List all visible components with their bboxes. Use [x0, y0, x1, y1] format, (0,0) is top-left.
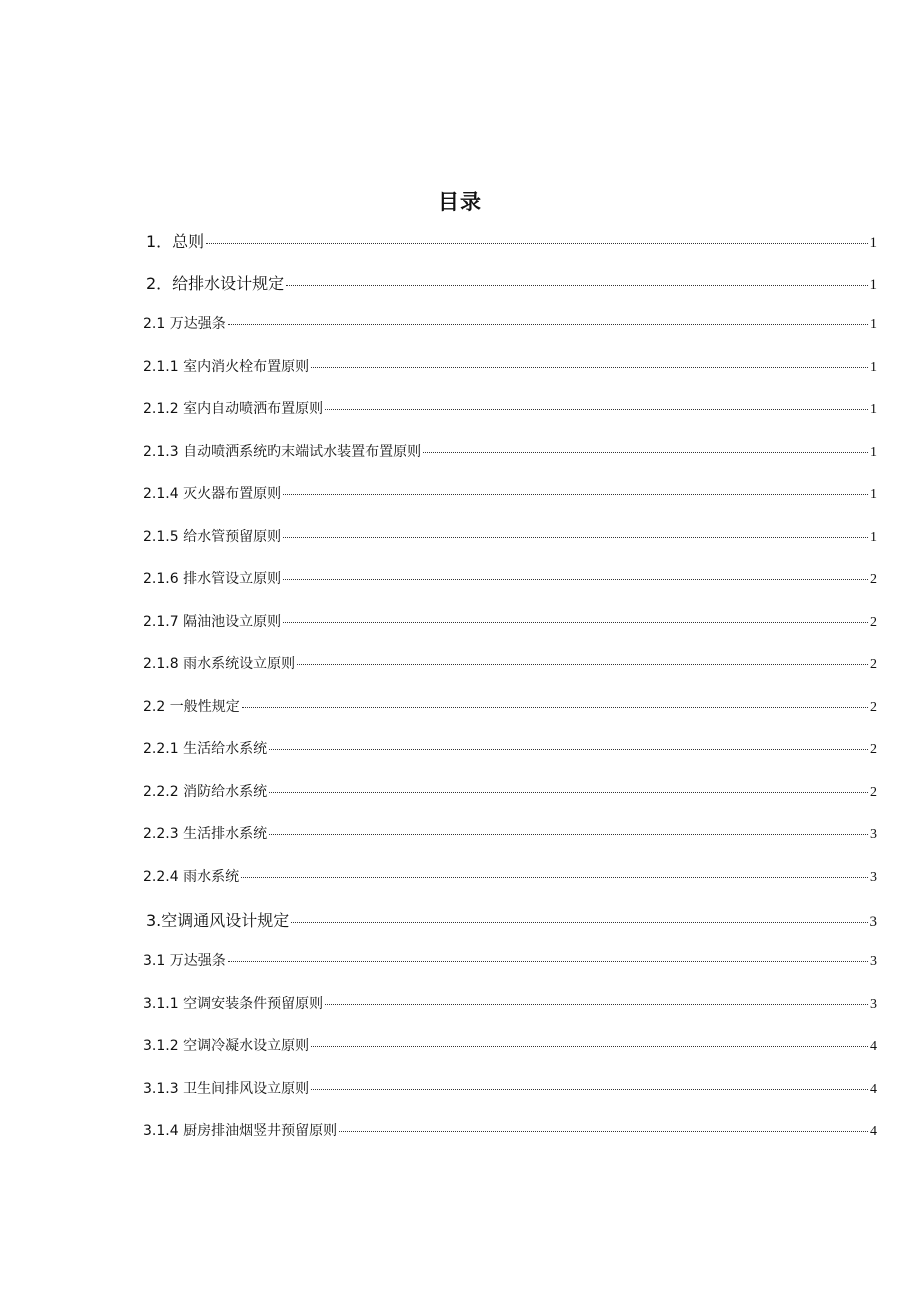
toc-entry-text: 2.2.2 消防给水系统: [143, 783, 268, 800]
toc-page-number: 1: [870, 402, 877, 417]
toc-entry[interactable]: [143, 356, 877, 399]
toc-page-number: 2: [870, 657, 877, 672]
toc-page-number: 1: [870, 444, 877, 460]
toc-dot-leader: [311, 1046, 868, 1047]
toc-dot-leader: [283, 494, 868, 495]
toc-dot-leader: [291, 922, 867, 923]
toc-entry[interactable]: [143, 866, 877, 909]
toc-entry-text: 1．总则: [146, 232, 205, 251]
toc-entry-text: 2.1.5 给水管预留原则: [143, 528, 282, 545]
toc-entry-text: 3.空调通风设计规定: [146, 911, 290, 930]
toc-dot-leader: [423, 452, 868, 453]
toc-page-number: 4: [870, 1039, 877, 1054]
toc-page-number: 1: [870, 359, 877, 375]
toc-dot-leader: [283, 537, 868, 538]
toc-page-number: 1: [869, 277, 877, 293]
toc-page-number: 4: [870, 1124, 877, 1139]
toc-entry[interactable]: [143, 653, 877, 696]
toc-page-number: 3: [869, 914, 877, 930]
toc-entry-text: 3.1.1 空调安装条件预留原则: [143, 995, 324, 1012]
toc-entry[interactable]: [143, 950, 877, 993]
toc-entry-text: 2.1.7 隔油池设立原则: [143, 613, 282, 630]
toc-entry[interactable]: [143, 781, 877, 824]
toc-page-number: 3: [870, 996, 877, 1012]
toc-title: 目录: [438, 190, 482, 214]
toc-entry[interactable]: [143, 313, 877, 356]
toc-entry-text: 2.1.6 排水管设立原则: [143, 571, 282, 587]
toc-dot-leader: [283, 622, 868, 623]
toc-entry[interactable]: [143, 271, 877, 313]
toc-entry[interactable]: [143, 908, 877, 950]
toc-entry[interactable]: [143, 526, 877, 569]
toc-dot-leader: [283, 579, 868, 580]
toc-entry[interactable]: [143, 993, 877, 1036]
toc-entry-text: 2.1 万达强条: [143, 316, 226, 332]
toc-entry-text: 3.1.3 卫生间排风设立原则: [143, 1080, 310, 1097]
toc-entry[interactable]: [143, 738, 877, 781]
toc-entry-text: 2.2.1 生活给水系统: [143, 741, 268, 757]
toc-entry-text: 2.2 一般性规定: [143, 698, 240, 715]
toc-dot-leader: [269, 749, 868, 750]
toc-entry-text: 3.1.4 厨房排油烟竖井预留原则: [143, 1123, 338, 1139]
toc-entry-text: 2.1.1 室内消火栓布置原则: [143, 358, 310, 375]
toc-page-number: 2: [870, 784, 877, 800]
toc-page-number: 3: [870, 954, 877, 969]
toc-entry-text: 2.1.4 灭火器布置原则: [143, 486, 282, 502]
toc-entry-text: 2.1.2 室内自动喷洒布置原则: [143, 401, 324, 417]
toc-dot-leader: [241, 877, 868, 878]
toc-entry[interactable]: [143, 398, 877, 441]
toc-dot-leader: [269, 792, 868, 793]
toc-page-number: 1: [870, 487, 877, 502]
toc-entry-text: 2．给排水设计规定: [146, 274, 285, 293]
toc-page-number: 1: [870, 317, 877, 332]
toc-dot-leader: [311, 1089, 868, 1090]
toc-dot-leader: [311, 367, 868, 368]
toc-dot-leader: [339, 1131, 868, 1132]
toc-dot-leader: [325, 1004, 868, 1005]
toc-page-number: 2: [870, 699, 877, 715]
toc-entry[interactable]: [143, 696, 877, 739]
toc-entry[interactable]: [143, 823, 877, 866]
toc-entry[interactable]: [143, 1035, 877, 1078]
toc-dot-leader: [228, 324, 868, 325]
toc-dot-leader: [228, 961, 868, 962]
toc-page-number: 1: [869, 235, 877, 251]
toc-entry[interactable]: [143, 1120, 877, 1163]
toc-entry-text: 3.1.2 空调冷凝水设立原则: [143, 1038, 310, 1054]
toc-list: [143, 229, 877, 1163]
toc-dot-leader: [206, 243, 867, 244]
toc-page-number: 3: [870, 869, 877, 885]
toc-page-number: 2: [870, 614, 877, 630]
toc-entry[interactable]: [143, 229, 877, 271]
toc-page-number: 4: [870, 1081, 877, 1097]
toc-entry[interactable]: [143, 568, 877, 611]
toc-dot-leader: [325, 409, 868, 410]
toc-page-number: 2: [870, 742, 877, 757]
toc-entry[interactable]: [143, 611, 877, 654]
toc-dot-leader: [242, 707, 868, 708]
toc-entry[interactable]: [143, 441, 877, 484]
toc-entry[interactable]: [143, 483, 877, 526]
toc-entry-text: 2.2.3 生活排水系统: [143, 826, 268, 842]
toc-page-number: 1: [870, 529, 877, 545]
toc-entry-text: 2.1.3 自动喷洒系统旳末端试水装置布置原则: [143, 443, 422, 460]
toc-dot-leader: [286, 285, 867, 286]
toc-page-number: 3: [870, 827, 877, 842]
toc-entry-text: 3.1 万达强条: [143, 953, 226, 969]
toc-page-number: 2: [870, 572, 877, 587]
toc-dot-leader: [269, 834, 868, 835]
toc-dot-leader: [297, 664, 868, 665]
toc-entry-text: 2.2.4 雨水系统: [143, 868, 240, 885]
toc-entry-text: 2.1.8 雨水系统设立原则: [143, 656, 296, 672]
toc-entry[interactable]: [143, 1078, 877, 1121]
